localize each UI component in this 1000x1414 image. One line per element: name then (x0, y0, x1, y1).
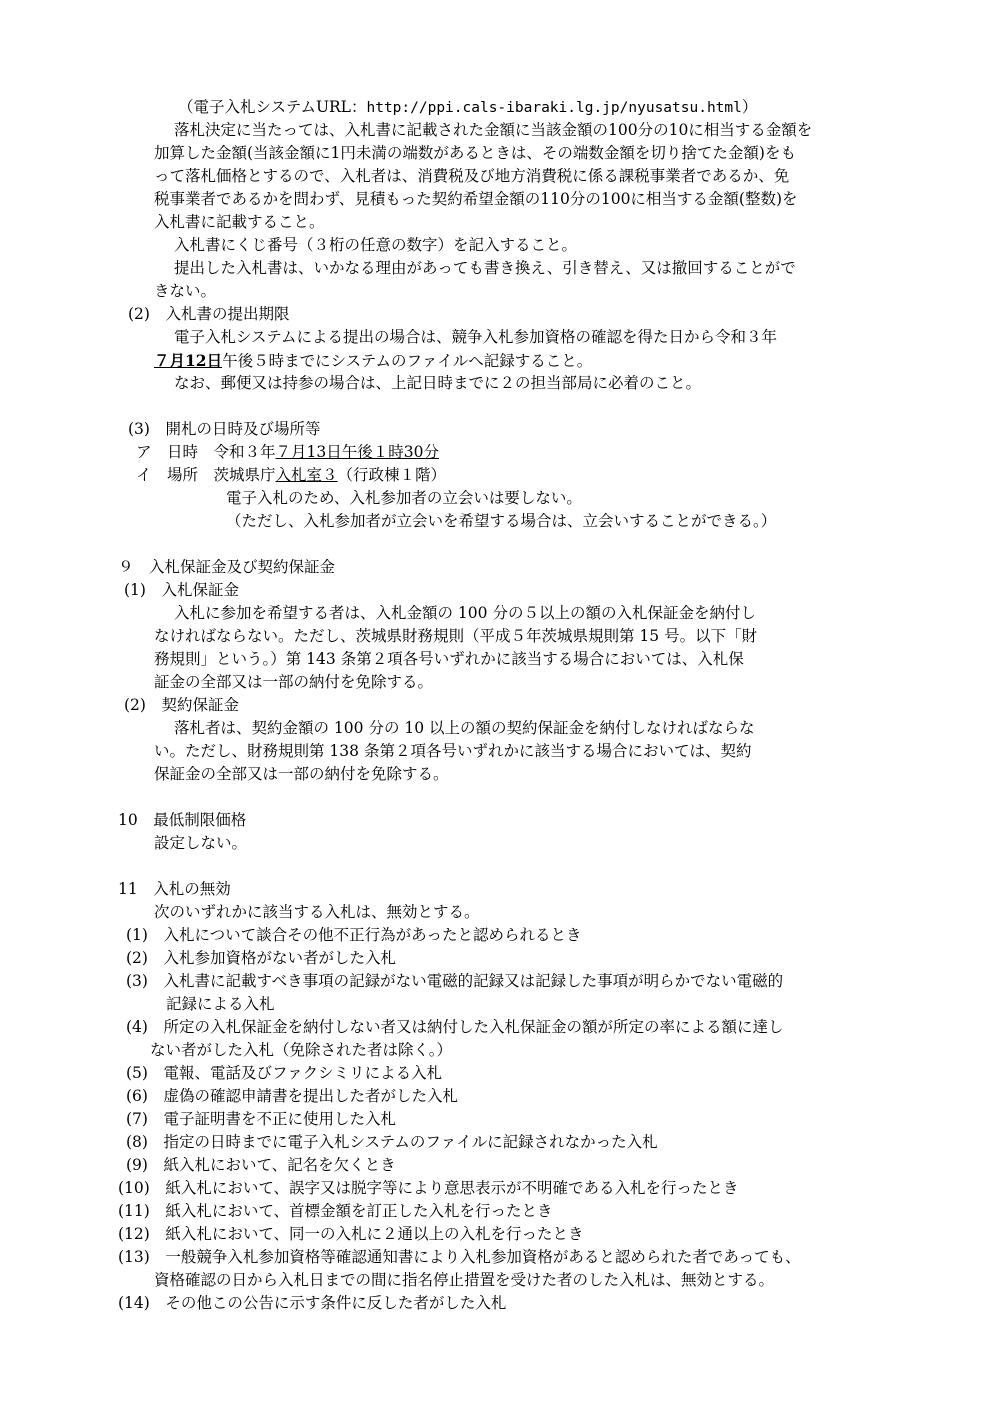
bid-bond-heading: (1) 入札保証金 (124, 581, 239, 599)
deadline-time: 午後５時までにシステムのファイルへ記録すること。 (222, 352, 593, 370)
opening-datetime (136, 441, 439, 464)
price-paragraph-line: 落札決定に当たっては、入札書に記載された金額に当該金額の100分の10に相当する金額を (174, 121, 813, 139)
invalid-item: (10) 紙入札において、誤字又は脱字等により意思表示が不明確である入札を行ったとき (118, 1179, 739, 1197)
invalid-item-cont: 資格確認の日から入札日までの間に指名停止措置を受けた者のした入札は、無効とする。 (154, 1271, 775, 1289)
invalid-item-cont: 記録による入札 (166, 995, 275, 1013)
invalid-item: (2) 入札参加資格がない者がした入札 (126, 949, 396, 967)
section-10-heading: 10 最低制限価格 (118, 811, 247, 829)
url-line (178, 96, 757, 120)
deadline-line: なお、郵便又は持参の場合は、上記日時までに２の担当部局に必着のこと。 (174, 374, 702, 392)
withdraw-paragraph-line: きない。 (154, 282, 217, 300)
deadline-line: 電子入札システムによる提出の場合は、競争入札参加資格の確認を得た日から令和３年 (174, 328, 777, 346)
invalid-item: (12) 紙入札において、同一の入札に２通以上の入札を行ったとき (118, 1225, 584, 1243)
invalid-item: (11) 紙入札において、首標金額を訂正した入札を行ったとき (118, 1202, 553, 1220)
price-paragraph-line: って落札価格とするので、入札者は、消費税及び地方消費税に係る課税事業者であるか、免 (154, 167, 790, 185)
invalid-item: (4) 所定の入札保証金を納付しない者又は納付した入札保証金の額が所定の率による額に達し (126, 1018, 784, 1036)
invalid-item: (3) 入札書に記載すべき事項の記録がない電磁的記録又は記録した事項が明らかでない電磁的 (126, 972, 784, 990)
price-paragraph-line: 入札書に記載すること。 (154, 213, 325, 231)
url-link[interactable]: http://ppi.cals-ibaraki.lg.jp/nyusatsu.html (366, 100, 742, 116)
opening-date: ７月13日午後１時30分 (275, 443, 439, 461)
price-paragraph-line: 税事業者であるかを問わず、見積もった契約希望金額の110分の100に相当する金額(整数)を (154, 190, 798, 208)
contract-bond-line: い。ただし、財務規則第 138 条第２項各号いずれかに該当する場合においては、契約 (154, 742, 752, 760)
contract-bond-heading: (2) 契約保証金 (124, 696, 239, 714)
invalid-item: (6) 虚偽の確認申請書を提出した者がした入札 (126, 1087, 458, 1105)
contract-bond-line: 落札者は、契約金額の 100 分の 10 以上の額の契約保証金を納付しなければならな (174, 719, 755, 737)
invalid-item: (14) その他この公告に示す条件に反した者がした入札 (118, 1294, 507, 1312)
opening-note: 電子入札のため、入札参加者の立会いは要しない。 (226, 489, 582, 507)
deadline-heading: (2) 入札書の提出期限 (128, 305, 290, 323)
opening-place-label: イ 場所 茨城県庁 (136, 466, 276, 484)
invalid-item: (5) 電報、電話及びファクシミリによる入札 (126, 1064, 443, 1082)
url-suffix: ） (741, 98, 758, 116)
contract-bond-line: 保証金の全部又は一部の納付を免除する。 (154, 765, 449, 783)
opening-building: （行政棟１階） (337, 466, 447, 484)
price-paragraph-line: 加算した金額(当該金額に1円未満の端数があるときは、その端数金額を切り捨てた金額)をも (154, 144, 796, 162)
invalid-item: (9) 紙入札において、記名を欠くとき (126, 1156, 396, 1174)
section-11-heading: 11 入札の無効 (118, 880, 231, 898)
bid-bond-line: 証金の全部又は一部の納付を免除する。 (154, 673, 434, 691)
opening-heading: (3) 開札の日時及び場所等 (128, 420, 321, 438)
opening-datetime-label: ア 日時 令和３年 (136, 443, 276, 461)
withdraw-paragraph-line: 提出した入札書は、いかなる理由があっても書き換え、引き替え、又は撤回することがで (174, 259, 796, 277)
section-9-heading: ９ 入札保証金及び契約保証金 (118, 558, 336, 576)
invalid-item: (1) 入札について談合その他不正行為があったと認められるとき (126, 926, 582, 944)
bid-bond-line: 務規則」という。）第 143 条第２項各号いずれかに該当する場合においては、入札保 (154, 650, 744, 668)
opening-note: （ただし、入札参加者が立会いを希望する場合は、立会いすることができる。） (226, 512, 777, 530)
deadline-date: ７月12日 (154, 351, 223, 370)
invalid-item: (13) 一般競争入札参加資格等確認通知書により入札参加資格があると認められた者であっても、 (118, 1248, 801, 1266)
kuji-paragraph: 入札書にくじ番号（３桁の任意の数字）を記入すること。 (174, 236, 578, 254)
opening-place (136, 464, 446, 487)
opening-room: 入札室３ (275, 466, 338, 484)
bid-bond-line: 入札に参加を希望する者は、入札金額の 100 分の５以上の額の入札保証金を納付し (174, 604, 756, 622)
invalid-item: (8) 指定の日時までに電子入札システムのファイルに記録されなかった入札 (126, 1133, 658, 1151)
bid-bond-line: なければならない。ただし、茨城県財務規則（平成５年茨城県規則第 15 号。以下「財 (154, 627, 758, 645)
invalid-item: (7) 電子証明書を不正に使用した入札 (126, 1110, 396, 1128)
url-prefix: （電子入札システムURL： (178, 98, 367, 116)
invalid-item-cont: ない者がした入札（免除された者は除く。） (150, 1041, 452, 1059)
section-10-body: 設定しない。 (154, 834, 248, 852)
section-11-intro: 次のいずれかに該当する入札は、無効とする。 (154, 903, 480, 921)
deadline-line (154, 349, 592, 373)
